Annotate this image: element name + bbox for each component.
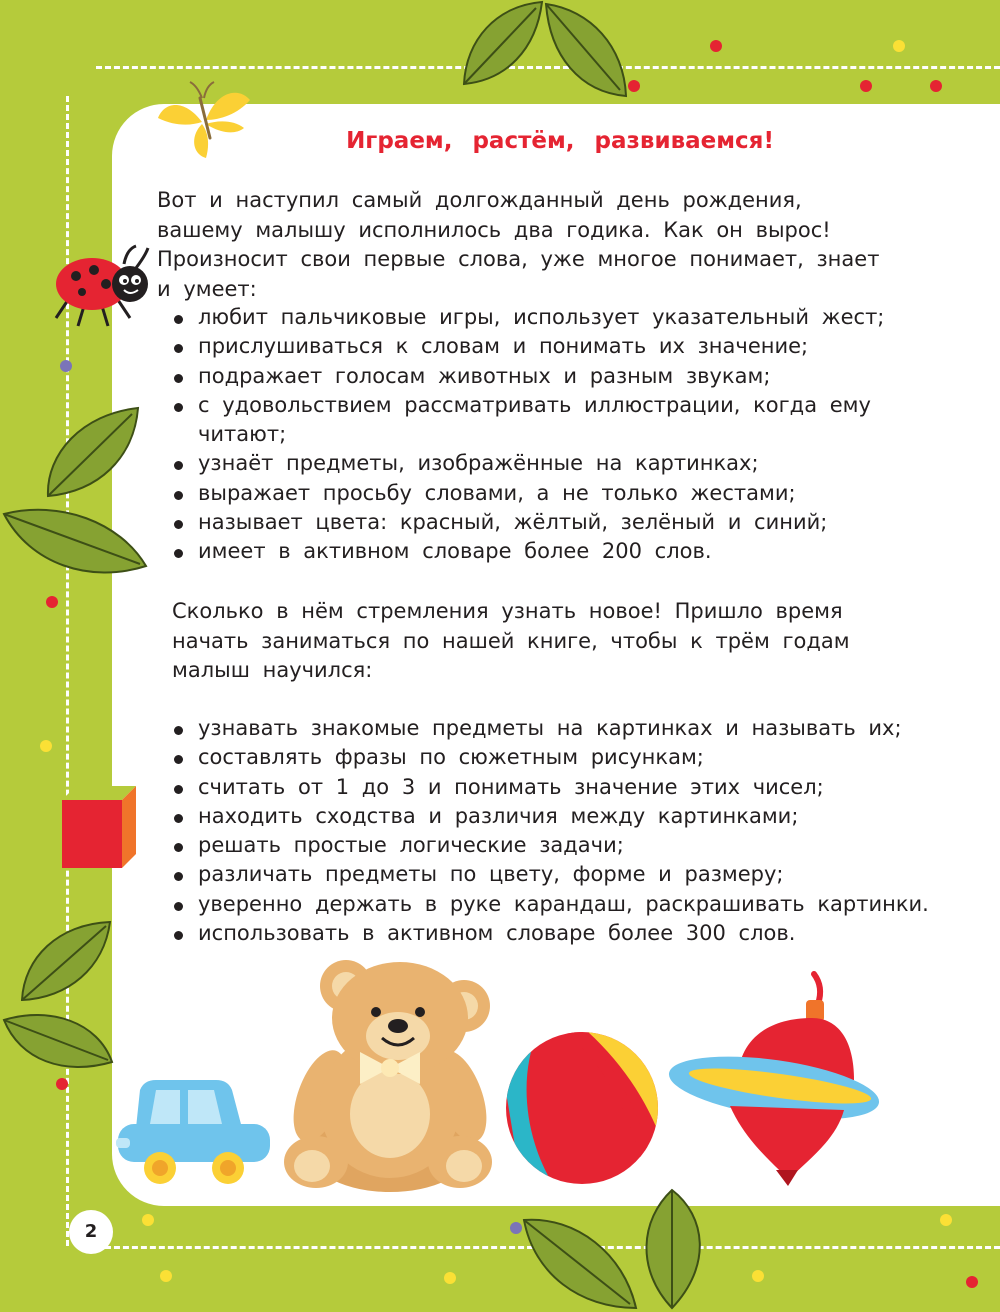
page-title: Играем, растём, развиваемся!: [346, 128, 774, 154]
leaf-icon: [0, 506, 150, 586]
list-item: узнаёт предметы, изображённые на картинках;: [172, 449, 902, 478]
list-item: с удовольствием рассматривать иллюстрации, когда ему читают;: [172, 391, 902, 450]
leaf-icon: [0, 1010, 116, 1076]
toy-block-icon: [62, 786, 136, 868]
list-item: считать от 1 до 3 и понимать значение этих чисел;: [172, 773, 952, 802]
list-item: называет цвета: красный, жёлтый, зелёный и синий;: [172, 508, 902, 537]
skills-now-list: [172, 303, 902, 567]
page-number: 2: [69, 1210, 113, 1254]
list-item: выражает просьбу словами, а не только жестами;: [172, 479, 902, 508]
decor-dot: [40, 740, 52, 752]
list-item: различать предметы по цвету, форме и размеру;: [172, 860, 952, 889]
leaf-icon: [520, 1214, 640, 1312]
decor-dot: [860, 80, 872, 92]
decor-dot: [444, 1272, 456, 1284]
decor-dot: [142, 1214, 154, 1226]
leaf-icon: [456, 0, 546, 90]
toy-car-icon: [116, 1076, 272, 1186]
list-item: использовать в активном словаре более 300 слов.: [172, 919, 952, 948]
leaf-icon: [18, 918, 114, 1004]
decor-dot: [893, 40, 905, 52]
decor-dot: [752, 1270, 764, 1282]
decor-dot: [930, 80, 942, 92]
list-item: уверенно держать в руке карандаш, раскрашивать картинки.: [172, 890, 952, 919]
list-item: любит пальчиковые игры, использует указательный жест;: [172, 303, 902, 332]
list-item: прислушиваться к словам и понимать их значение;: [172, 332, 902, 361]
decor-dot: [940, 1214, 952, 1226]
decor-dot: [966, 1276, 978, 1288]
decor-dot: [160, 1270, 172, 1282]
middle-paragraph: Сколько в нём стремления узнать новое! Пришло время начать заниматься по нашей книге, чтобы к трём годам малыш научился:: [172, 599, 850, 682]
list-item: узнавать знакомые предметы на картинках и называть их;: [172, 714, 952, 743]
spinning-top-icon: [668, 970, 880, 1188]
leaf-icon: [632, 1186, 712, 1312]
leaf-icon: [42, 404, 142, 500]
teddy-bear-icon: [280, 956, 492, 1192]
list-item: имеет в активном словаре более 200 слов.: [172, 537, 902, 566]
list-item: составлять фразы по сюжетным рисункам;: [172, 743, 952, 772]
ball-icon: [504, 1030, 660, 1186]
list-item: решать простые логические задачи;: [172, 831, 952, 860]
decor-dot: [60, 360, 72, 372]
leaf-icon: [540, 0, 630, 100]
decor-dot: [710, 40, 722, 52]
ladybug-icon: [50, 244, 150, 328]
skills-goal-list: [172, 714, 952, 948]
decor-dot: [56, 1078, 68, 1090]
decor-dot: [46, 596, 58, 608]
list-item: подражает голосам животных и разным звукам;: [172, 362, 902, 391]
list-item: находить сходства и различия между картинками;: [172, 802, 952, 831]
intro-paragraph: Вот и наступил самый долгожданный день рождения, вашему малышу исполнилось два годика. Как он вырос! Произносит свои первые слова, уже многое понимает, знает и умеет:: [157, 188, 880, 301]
